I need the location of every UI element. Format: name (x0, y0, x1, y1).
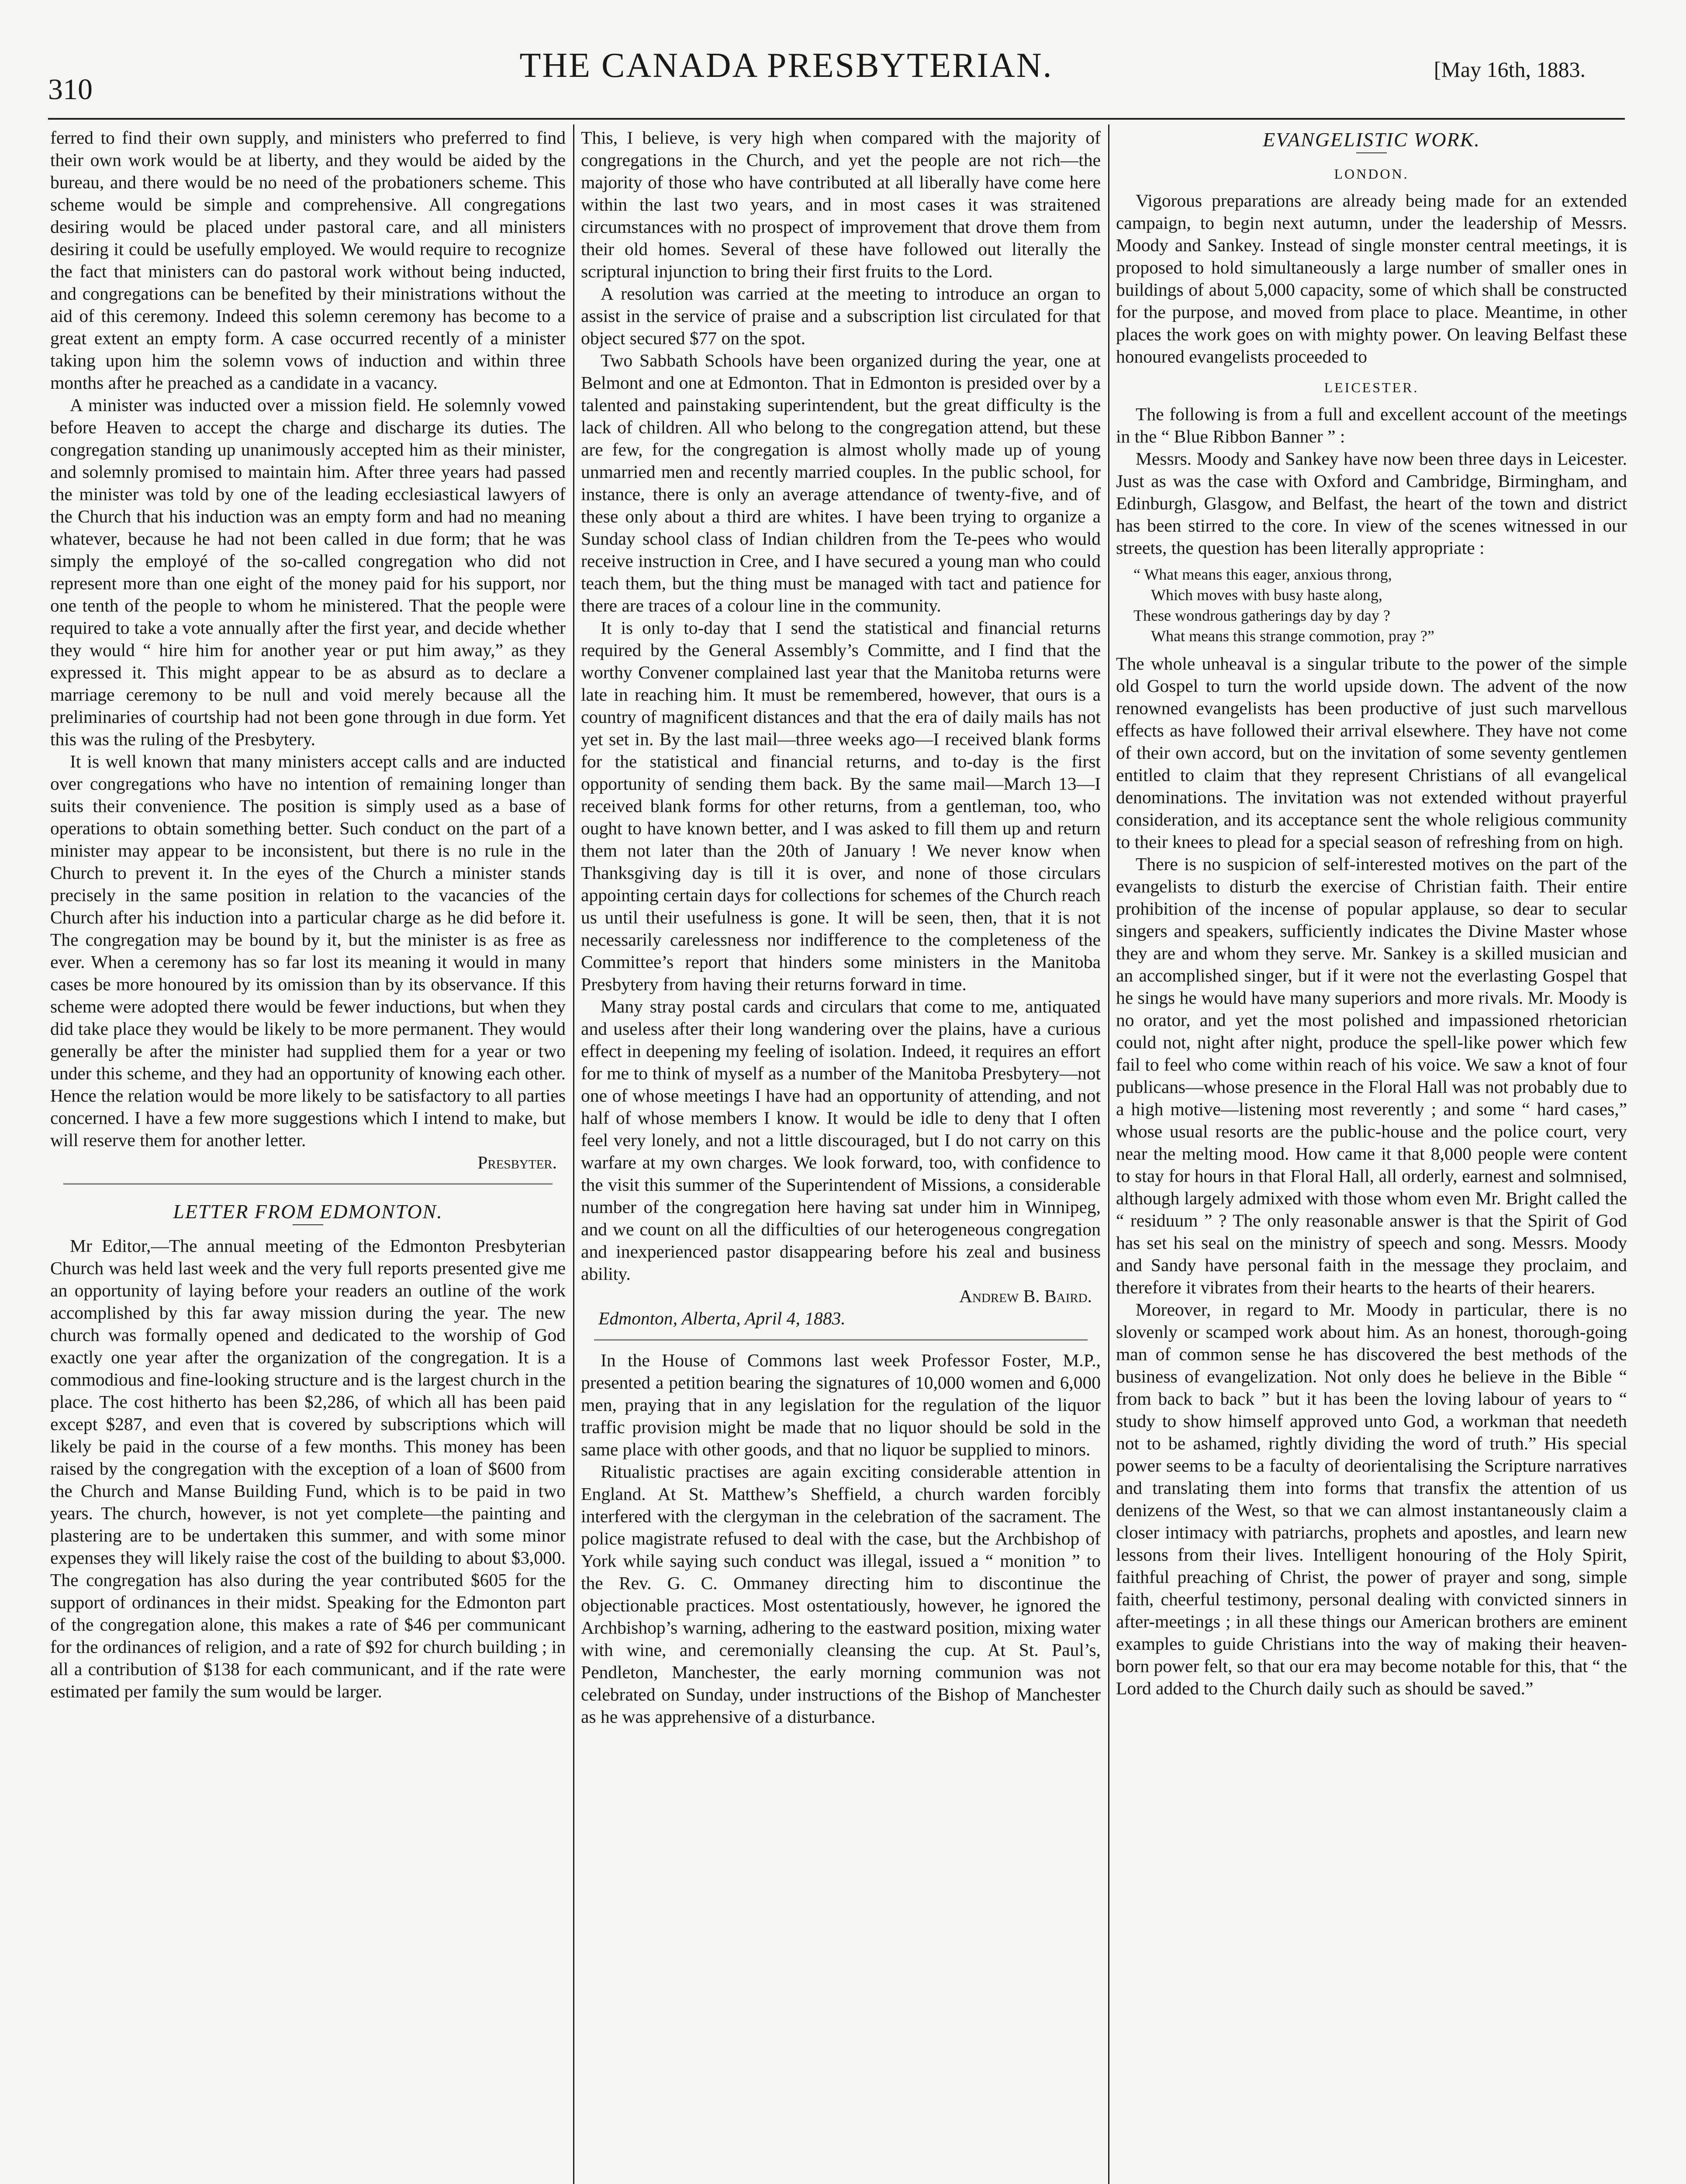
column-3 (1116, 127, 1627, 1700)
article-heading: EVANGELISTIC WORK. (1263, 128, 1480, 151)
poem-line: These wondrous gatherings day by day ? (1133, 607, 1390, 624)
paragraph: The whole unheaval is a singular tribute to the power of the simple old Gospel to turn the world upside down. The advent of the now renowned evangelists has been productive of just such marvellous effects as have followed their arrival elsewhere. They have not come of their own accord, but on the invitation of some seventy gentlemen entitled to claim that they represent Christians of all evangelical denominations. The invitation was not extended without prayerful consideration, and its acceptance sent the whole religious community to their knees to plead for a special season of refreshing from on high. (1116, 653, 1627, 852)
section-separator (594, 1339, 1088, 1341)
column-divider-2 (1108, 124, 1109, 2184)
header-rule (48, 118, 1625, 120)
article-heading: LETTER FROM EDMONTON. (173, 1200, 443, 1223)
column-2 (581, 127, 1101, 1728)
paragraph: Messrs. Moody and Sankey have now been three days in Leicester. Just as was the case with Oxford and Cambridge, Birmingham, and Edinburgh, Glasgow, and Belfast, the heart of the town and district has been stirred to the core. In view of the scenes witnessed in our streets, the question has been literally appropriate : (1116, 449, 1627, 558)
column-1 (50, 127, 566, 1703)
paragraph: It is only to-day that I send the statistical and financial returns required by the General Assembly’s Committe, and I find that the worthy Convener complained last year that the Manitoba returns were late in reaching him. It must be remembered, however, that ours is a country of magnificent distances and that the era of daily mails has not yet set in. By the last mail—three weeks ago—I received blank forms for the statistical and financial returns, and to-day is the first opportunity of sending them back. By the same mail—March 13—I received blank forms for other returns, from a gentleman, too, who ought to have known better, and I was asked to fill them up and return them not later than the 20th of January ! We never know when Thanksgiving day is till it is over, and none of those circulars appointing certain days for collections for schemes of the Church reach us until their usefulness is gone. It will be seen, then, that it is not necessarily carelessness nor indifference to the completeness of the Committee’s report that hinders some ministers in the Manitoba Presbytery from having their returns forward in time. (581, 618, 1101, 994)
subheading: LONDON. (1334, 166, 1409, 182)
poem-line: What means this strange commotion, pray ?” (1151, 627, 1434, 645)
heading-rule (293, 1224, 323, 1225)
paragraph: Moreover, in regard to Mr. Moody in particular, there is no slovenly or scamped work about him. As an honest, thorough-going man of common sense he has discovered the best methods of the business of evangelization. Not only does he believe in the Bible “ from back to back ” but it has been the loving labour of years to “ study to show himself approved unto God, a workman that needeth not to be ashamed, rightly dividing the word of truth.” His special power seems to be a faculty of deorientalising the Scripture narratives and translating them into forms that transfix the attention of us denizens of the West, so that we can almost instantaneously claim a closer intimacy with patriarchs, prophets and apostles, and learn new lessons from their lives. Intelligent honouring of the Holy Spirit, faithful preaching of Christ, the power of prayer and song, simple faith, cheerful testimony, personal dealing with convicted sinners in after-meetings ; in all these things our American brothers are eminent examples to guide Christians into the way of making their heaven-born power felt, so that our era may become notable for this, that “ the Lord added to the Church daily such as should be saved.” (1116, 1299, 1627, 1698)
paragraph: This, I believe, is very high when compared with the majority of congregations in the Church, and yet the people are not rich—the majority of those who have contributed at all liberally have come here within the last two years, and in most cases it was straitened circumstances with no prospect of improvement that drove them from their old homes. Several of these have followed out literally the scriptural injunction to bring their first fruits to the Lord. (581, 128, 1101, 281)
paragraph: Many stray postal cards and circulars that come to me, antiquated and useless after their long wandering over the plains, have a curious effect in deepening my feeling of isolation. Indeed, it requires an effort for me to think of myself as a number of the Manitoba Presbytery—not one of whose meetings I have had an opportunity of attending, and not half of whose members I know. It would be idle to deny that I often feel very lonely, and not a little discouraged, but I do not carry on this warfare at my own charges. We look forward, too, with confidence to the visit this summer of the Superintendent of Missions, a considerable number of the congregation here having sat under him in Winnipeg, and we count on all the difficulties of our heterogeneous congregation and inexperienced pastor disappearing before his zeal and business ability. (581, 996, 1101, 1284)
paragraph: ferred to find their own supply, and ministers who preferred to find their own work would be at liberty, and they would be aided by the bureau, and there would be no need of the probationers scheme. This scheme would be simple and comprehensive. All congregations desiring would be placed under pastoral care, and all ministers desiring it could be usefully employed. We would require to recognize the fact that ministers can do pastoral work without being inducted, and congregations can be benefited by their ministrations without the aid of this ceremony. Indeed this solemn ceremony has become to a great extent an empty form. A case occurred recently of a minister taking upon him the solemn vows of induction and within three months after he preached as a candidate in a vacancy. (50, 128, 566, 393)
poem-line: “ What means this eager, anxious throng, (1133, 566, 1392, 583)
section-separator (63, 1183, 553, 1185)
signature: Andrew B. Baird. (959, 1286, 1092, 1306)
poem (1133, 564, 1627, 646)
signature: Presbyter. (477, 1152, 557, 1172)
paragraph: The following is from a full and excellent account of the meetings in the “ Blue Ribbon Banner ” : (1116, 404, 1627, 446)
paragraph: Mr Editor,—The annual meeting of the Edmonton Presbyterian Church was held last week and the very full reports presented give me an opportunity of laying before your readers an outline of the work accomplished by this far away mission during the year. The new church was formally opened and dedicated to the worship of God exactly one year after the organization of the congregation. It is a commodious and fine-looking structure and is the largest church in the place. The cost hitherto has been $2,286, of which all has been paid except $287, and even that is covered by subscriptions which will likely be paid in the course of a few months. This money has been raised by the congregation with the exception of a loan of $600 from the Church and Manse Building Fund, which is to be paid in two years. The church, however, is not yet complete—the painting and plastering are to be undertaken this summer, and with some minor expenses they will likely raise the cost of the building to about $3,000. The congregation has also during the year contributed $605 for the support of ordinances in their midst. Speaking for the Edmonton part of the congregation alone, this makes a rate of $46 per communicant for the ordinances of religion, and a rate of $92 for church building ; in all a contribution of $138 for each communicant, and if the rate were estimated per family the sum would be larger. (50, 1236, 566, 1701)
subheading: LEICESTER. (1324, 380, 1419, 395)
page-number: 310 (48, 73, 93, 106)
issue-date: [May 16th, 1883. (1434, 57, 1586, 82)
poem-line: Which moves with busy haste along, (1151, 586, 1382, 604)
column-divider-1 (573, 124, 574, 2184)
paragraph: A resolution was carried at the meeting to introduce an organ to assist in the service of praise and a subscription list circulated for that object secured $77 on the spot. (581, 283, 1101, 348)
heading-rule (1356, 152, 1387, 153)
dateline: Edmonton, Alberta, April 4, 1883. (598, 1308, 846, 1328)
masthead-title: THE CANADA PRESBYTERIAN. (519, 46, 1053, 85)
paragraph: Ritualistic practises are again exciting considerable attention in England. At St. Matthew’s Sheffield, a church warden forcibly interfered with the clergyman in the celebration of the sacrament. The police magistrate refused to deal with the case, but the Archbishop of York while saying such conduct was illegal, issued a “ monition ” to the Rev. G. C. Ommaney directing him to discontinue the objectionable practices. Most ostentatiously, however, he ignored the Archbishop’s warning, adhering to the eastward position, mixing water with wine, and ceremonially cleansing the cup. At St. Paul’s, Pendleton, Manchester, the early morning communion was not celebrated on Sunday, under instructions of the Bishop of Manchester as he was apprehensive of a disturbance. (581, 1462, 1101, 1727)
paragraph: In the House of Commons last week Professor Foster, M.P., presented a petition bearing the signatures of 10,000 women and 6,000 men, praying that in any legislation for the regulation of the liquor traffic provision might be made that no liquor should be sold in the same place with other goods, and that no liquor be supplied to minors. (581, 1350, 1101, 1459)
paragraph: It is well known that many ministers accept calls and are inducted over congregations who have no intention of remaining longer than suits their convenience. The position is simply used as a base of operations to obtain something better. Such conduct on the part of a minister may appear to be inconsistent, but there is no rule in the Church to prevent it. In the eyes of the Church a minister stands precisely in the same position in relation to the vacancies of the Church after his induction into a particular charge as he did before it. The congregation may be bound by it, but the minister is as free as ever. When a ceremony has so far lost its meaning it would in many cases be more honoured by its omission than by its observance. If this scheme were adopted there would be fewer inductions, but when they did take place they would be likely to be more permanent. They would generally be after the minister had supplied them for a year or two under this scheme, and they had an opportunity of knowing each other. Hence the relation would be more likely to be satisfactory to all parties concerned. I have a few more suggestions which I intend to make, but will reserve them for another letter. (50, 751, 566, 1150)
paragraph: Two Sabbath Schools have been organized during the year, one at Belmont and one at Edmonton. That in Edmonton is presided over by a talented and painstaking superintendent, but the great difficulty is the lack of children. All who belong to the congregation attend, but these are few, for the congregation is almost wholly made up of young unmarried men and recently married couples. In the public school, for instance, there is only an average attendance of twenty-five, and of these only about a third are whites. I have been trying to organize a Sunday school class of Indian children from the Te-pees who would receive instruction in Cree, and I have secured a young man who could teach them, but the thing must be managed with tact and patience for there are traces of a colour line in the community. (581, 350, 1101, 615)
paragraph: A minister was inducted over a mission field. He solemnly vowed before Heaven to accept the charge and discharge its duties. The congregation standing up unanimously accepted him as their minister, and solemnly promised to maintain him. After three years had passed the minister was told by one of the leading ecclesiastical lawyers of the Church that his induction was an empty form and had no meaning whatever, because he had not been called in due form; that he was simply the employé of the so-called congregation who did not represent more than one eight of the money paid for his support, nor one tenth of the people to whom he ministered. That the people were required to take a vote annually after the first year, and decide whether they would “ hire him for another year or put him away,” as they expressed it. This might appear to be as absurd as to declare a marriage ceremony to be null and void merely because all the preliminaries of courtship had not been gone through in due form. Yet this was the ruling of the Presbytery. (50, 395, 566, 749)
paragraph: Vigorous preparations are already being made for an extended campaign, to begin next autumn, under the leadership of Messrs. Moody and Sankey. Instead of single monster central meetings, it is proposed to hold simultaneously a large number of smaller ones in buildings of about 5,000 capacity, some of which shall be constructed for the purpose, and moved from place to place. Meantime, in other places the work goes on with mighty power. On leaving Belfast these honoured evangelists proceeded to (1116, 190, 1627, 366)
paragraph: There is no suspicion of self-interested motives on the part of the evangelists to disturb the exercise of Christian faith. Their entire prohibition of the incense of popular applause, so dear to secular singers and speakers, sufficiently indicates the Divine Master whose they are and whom they serve. Mr. Sankey is a skilled musician and an accomplished singer, but if it were not the everlasting Gospel that he sings he would have many superiors and more rivals. Mr. Moody is no orator, and yet the most polished and impassioned rhetorician could not, night after night, produce the spell-like power which few fail to feel who come within reach of his voice. We saw a knot of four publicans—whose presence in the Floral Hall was not probably due to a high motive—listening most reverently ; and some “ hard cases,” whose usual resorts are the public-house and the police court, very near the melting mood. How came it that 8,000 people were content to stay for hours in that Floral Hall, all orderly, earnest and solmnised, although largely admixed with those whom even Mr. Bright called the “ residuum ” ? The only reasonable answer is that the Spirit of God has set his seal on the ministry of speech and song. Messrs. Moody and Sandy have personal faith in the message they proclaim, and therefore it vibrates from their hearts to the hearts of their hearers. (1116, 854, 1627, 1297)
